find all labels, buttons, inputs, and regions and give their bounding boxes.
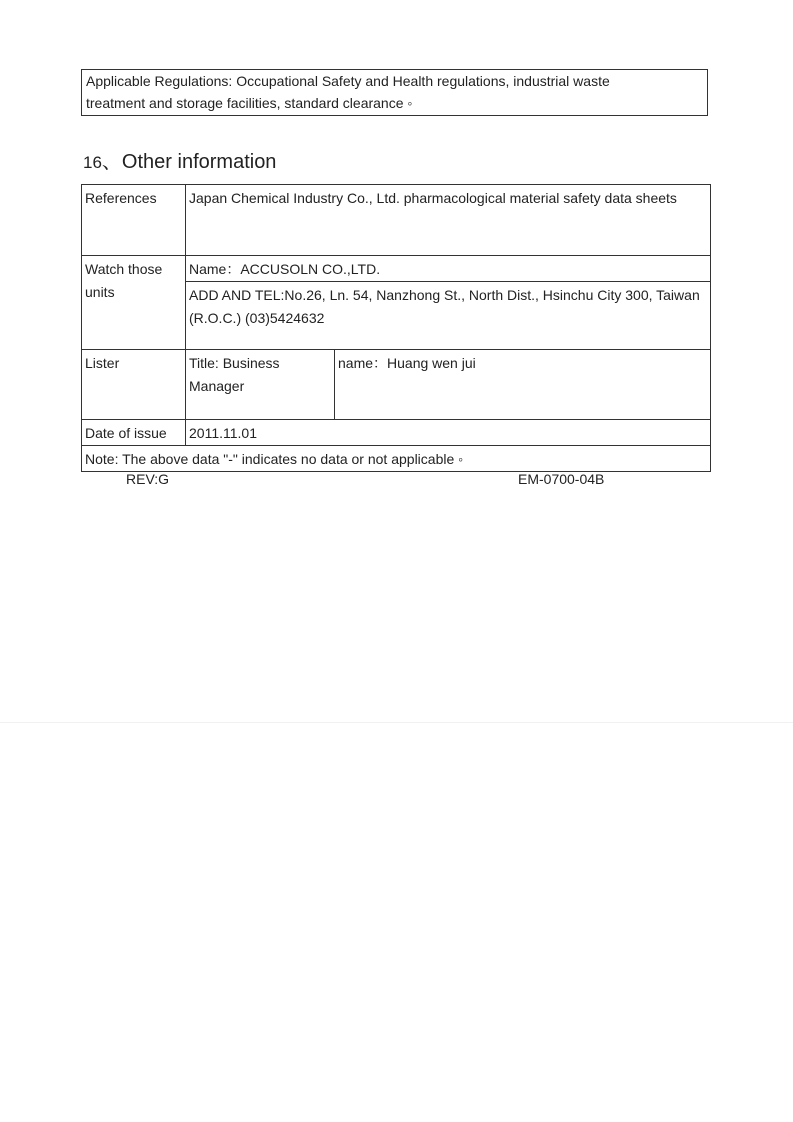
section-separator: 、 (101, 151, 122, 173)
date-of-issue-value: 2011.11.01 (186, 420, 711, 446)
table-row-watch-units (82, 256, 711, 282)
table-row-lister (82, 350, 711, 420)
references-label: References (82, 185, 186, 256)
section-heading (83, 150, 276, 175)
lister-label: Lister (82, 350, 186, 420)
table-row-note (82, 446, 711, 472)
regulations-line-1: Applicable Regulations: Occupational Safety and Health regulations, industrial waste (86, 73, 610, 89)
table-row-date (82, 420, 711, 446)
other-information-table (81, 184, 711, 472)
document-code: EM-0700-04B (518, 471, 605, 487)
regulations-line-2: treatment and storage facilities, standard clearance ◦ (86, 95, 413, 111)
lister-title: Title: Business Manager (186, 350, 335, 420)
applicable-regulations-box (81, 69, 708, 116)
revision-label: REV:G (126, 471, 170, 487)
references-value: Japan Chemical Industry Co., Ltd. pharmacological material safety data sheets (186, 185, 711, 256)
company-name: Name：ACCUSOLN CO.,LTD. (186, 256, 711, 282)
section-number: 16 (83, 153, 102, 172)
scan-fold-divider (0, 722, 793, 723)
watch-units-label: Watch those units (82, 256, 186, 350)
section-title: Other information (121, 151, 277, 173)
lister-name: name：Huang wen jui (335, 350, 711, 420)
table-row-references (82, 185, 711, 256)
date-of-issue-label: Date of issue (82, 420, 186, 446)
company-address: ADD AND TEL:No.26, Ln. 54, Nanzhong St., North Dist., Hsinchu City 300, Taiwan (R.O.C.) (03)5424632 (186, 282, 711, 350)
table-note: Note: The above data "-" indicates no data or not applicable ◦ (82, 446, 711, 472)
